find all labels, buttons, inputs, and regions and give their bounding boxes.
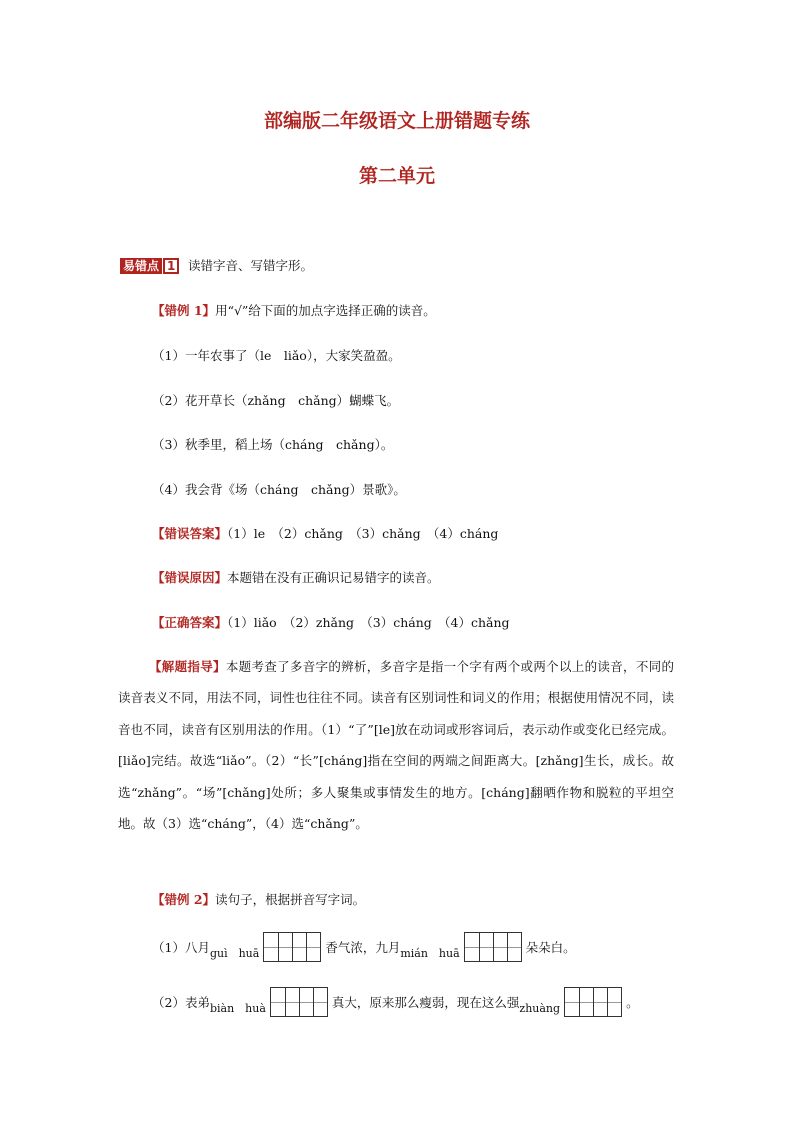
answer-grid[interactable] <box>270 987 328 1017</box>
correct-answer-label: 【正确答案】 <box>152 615 228 630</box>
wrong-reason-label: 【错误原因】 <box>152 570 228 585</box>
solution-guide-text: 本题考查了多音字的辨析，多音字是指一个字有两个或两个以上的读音，不同的读音表义不同，用法不同，词性也往往不同。读音有区别词性和词义的作用；根据使用情况不同，读音也不同，读音有区别用法的作用。（1）“了”[le]放在动词或形容词后，表示动作或变化已经完成。[liǎo]完结。故选“liǎo”。（2）“长”[cháng]指在空间的两端之间距离大。[zhǎng]生长，成长。故选“zhǎng”。“场”[chǎng]处所；多人聚集或事情发生的地方。[cháng]翻晒作物和脱粒的平坦空地。故（3）选“cháng”，（4）选“chǎng”。 <box>118 659 674 832</box>
example1-instruction: 用“√”给下面的加点字选择正确的读音。 <box>215 303 436 318</box>
wrong-answer-text: （1）le （2）chǎng （3）chǎng （4）cháng <box>227 526 499 541</box>
answer-grid[interactable] <box>464 932 522 962</box>
pinyin-hint: guì huā <box>209 947 260 960</box>
page-title: 部编版二年级语文上册错题专练 <box>263 110 530 132</box>
example1-label: 【错例 1】 <box>152 303 216 318</box>
solution-guide-label: 【解题指导】 <box>149 659 226 674</box>
example1-heading <box>152 302 436 320</box>
fill-line-1 <box>152 932 576 962</box>
wrong-answer-label: 【错误答案】 <box>152 526 228 541</box>
line1-suffix: 朵朵白。 <box>525 940 576 955</box>
line2-suffix: 。 <box>626 995 639 1010</box>
question-item: （3）秋季里，稻上场（cháng chǎng）。 <box>152 437 394 452</box>
pinyin-hint: mián huā <box>400 947 460 960</box>
badge-text: 易错点 <box>120 258 162 274</box>
badge-number: 1 <box>163 258 179 274</box>
correct-answer-text: （1）liǎo （2）zhǎng （3）cháng （4）chǎng <box>227 615 510 630</box>
line1-prefix: （1）八月 <box>152 940 210 955</box>
line1-middle: 香气浓，九月 <box>325 940 401 955</box>
error-point-text: 读错字音、写错字形。 <box>188 258 314 273</box>
correct-answer <box>152 614 510 632</box>
wrong-reason-text: 本题错在没有正确识记易错字的读音。 <box>227 570 440 585</box>
line2-middle: 真大，原来那么瘦弱，现在这么强 <box>331 995 520 1010</box>
pinyin-hint: biàn huà <box>209 1002 266 1015</box>
answer-grid[interactable] <box>263 932 321 962</box>
question-item: （1）一年农事了（le liǎo），大家笑盈盈。 <box>152 348 401 363</box>
wrong-answer <box>152 525 498 543</box>
line2-prefix: （2）表弟 <box>152 995 210 1010</box>
example2-label: 【错例 2】 <box>152 892 216 907</box>
wrong-reason <box>152 569 440 587</box>
question-item: （4）我会背《场（cháng chǎng）景歌》。 <box>152 482 406 497</box>
solution-guide <box>118 651 674 839</box>
example2-heading <box>152 891 365 909</box>
error-point-badge <box>120 258 179 274</box>
question-item: （2）花开草长（zhǎng chǎng）蝴蝶飞。 <box>152 393 400 408</box>
answer-grid[interactable] <box>564 987 622 1017</box>
example2-instruction: 读句子，根据拼音写字词。 <box>215 892 366 907</box>
unit-title: 第二单元 <box>358 165 435 187</box>
fill-line-2 <box>152 987 639 1017</box>
pinyin-hint: zhuàng <box>519 1001 561 1015</box>
